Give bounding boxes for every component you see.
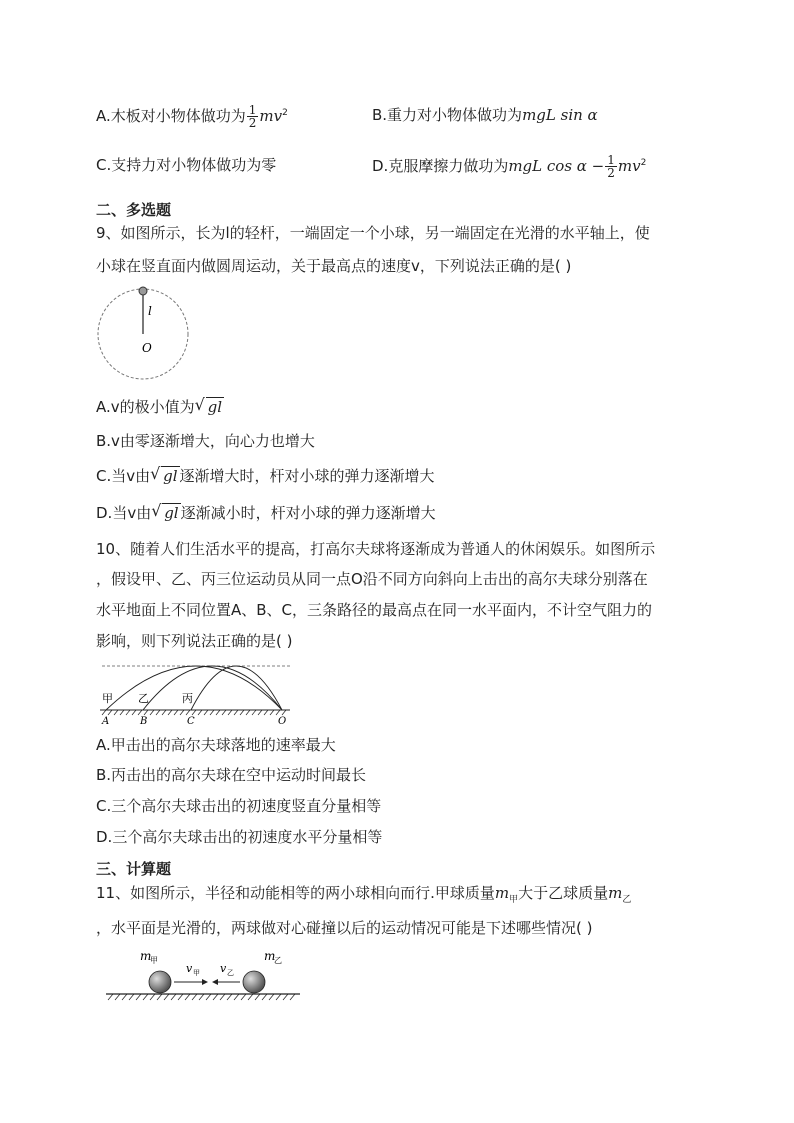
arrowhead-right xyxy=(202,979,208,985)
q9-option-d: D.当v由 √ gl 逐渐减小时，杆对小球的弹力逐渐增大 xyxy=(96,501,436,522)
sqrt-gl: √ gl xyxy=(151,501,179,522)
q10-stem-line2: ，假设甲、乙、丙三位运动员从同一点O沿不同方向斜向上击出的高尔夫球分别落在 xyxy=(96,570,648,588)
label-c: C xyxy=(187,716,195,726)
sqrt-gl: √ gl xyxy=(150,464,178,485)
q10-stem-line4: 影响，则下列说法正确的是( ) xyxy=(96,632,293,650)
label-b: B xyxy=(140,716,148,726)
ground-hatch xyxy=(108,994,295,1000)
q11-stem-line2: ，水平面是光滑的，两球做对心碰撞以后的运动情况可能是下述哪些情况( ) xyxy=(96,919,593,937)
sqrt-gl: √ gl xyxy=(194,395,223,416)
q9-option-c: C.当v由 √ gl 逐渐增大时，杆对小球的弹力逐渐增大 xyxy=(96,464,435,485)
ball xyxy=(139,287,147,295)
q8-option-d: D.克服摩擦力做功为mgL cos α − $\frac{1}{2}$ $mv^2$ xyxy=(372,153,647,180)
label-o: O xyxy=(278,716,287,726)
label-m-yi-sub: 乙 xyxy=(274,956,282,965)
q11-stem-line1: 11、如图所示，半径和动能相等的两小球相向而行.甲球质量$m_甲$大于乙球质量$m_乙$ xyxy=(96,884,632,905)
fraction-half: $\frac{1}{2}$ xyxy=(607,153,615,180)
q10-option-d: D.三个高尔夫球击出的初速度水平分量相等 xyxy=(96,828,383,846)
q10-figure-trajectories xyxy=(96,660,296,726)
label-jia: 甲 xyxy=(102,692,113,705)
q10-option-a: A.甲击出的高尔夫球落地的速率最大 xyxy=(96,736,336,754)
trajectory-bing xyxy=(191,666,282,710)
section-heading-calculation: 三、计算题 xyxy=(96,860,172,878)
label-o: O xyxy=(142,341,152,355)
label-v-jia: v xyxy=(186,962,193,975)
q10-stem-line3: 水平地面上不同位置A、B、C，三条路径的最高点在同一水平面内，不计空气阻力的 xyxy=(96,601,653,619)
q10-option-b: B.丙击出的高尔夫球在空中运动时间最长 xyxy=(96,766,367,784)
ball-yi xyxy=(243,971,265,993)
label-v-jia-sub: 甲 xyxy=(193,969,200,977)
ground-hatch xyxy=(102,710,286,715)
q10-stem-line1: 10、随着人们生活水平的提高，打高尔夫球将逐渐成为普通人的休闲娱乐。如图所示 xyxy=(96,540,656,558)
q9-option-b: B.v由零逐渐增大，向心力也增大 xyxy=(96,432,315,450)
section-heading-multi-choice: 二、多选题 xyxy=(96,201,172,219)
q9-option-a: A.v的极小值为 √ gl xyxy=(96,395,223,416)
arrowhead-left xyxy=(212,979,218,985)
label-l: l xyxy=(148,304,152,318)
trajectory-yi xyxy=(143,666,282,710)
label-m-jia-sub: 甲 xyxy=(150,956,158,965)
label-v-yi-sub: 乙 xyxy=(227,969,234,977)
label-m-jia: m xyxy=(140,949,152,963)
q9-stem-line1: 9、如图所示，长为l的轻杆，一端固定一个小球，另一端固定在光滑的水平轴上，使 xyxy=(96,224,650,242)
q9-figure-circle xyxy=(94,284,194,384)
q11-figure-collision xyxy=(104,944,304,1006)
label-yi: 乙 xyxy=(138,692,149,705)
q9-stem-line2: 小球在竖直面内做圆周运动，关于最高点的速度v，下列说法正确的是( ) xyxy=(96,257,572,275)
q8-option-a-text: A.木板对小物体做功为 xyxy=(96,107,246,125)
q8-option-b: B.重力对小物体做功为mgL sin α xyxy=(372,106,598,124)
label-v-yi: v xyxy=(220,962,227,975)
ball-jia xyxy=(149,971,171,993)
q10-option-c: C.三个高尔夫球击出的初速度竖直分量相等 xyxy=(96,797,382,815)
label-m-yi: m xyxy=(264,949,276,963)
label-a: A xyxy=(102,716,110,726)
q8-option-c: C.支持力对小物体做功为零 xyxy=(96,156,277,174)
fraction-half: $\frac{1}{2}$ xyxy=(248,103,257,130)
label-bing: 丙 xyxy=(182,692,193,705)
q8-option-a: A.木板对小物体做功为 $\frac{1}{2}$ $mv^2$ xyxy=(96,103,288,130)
